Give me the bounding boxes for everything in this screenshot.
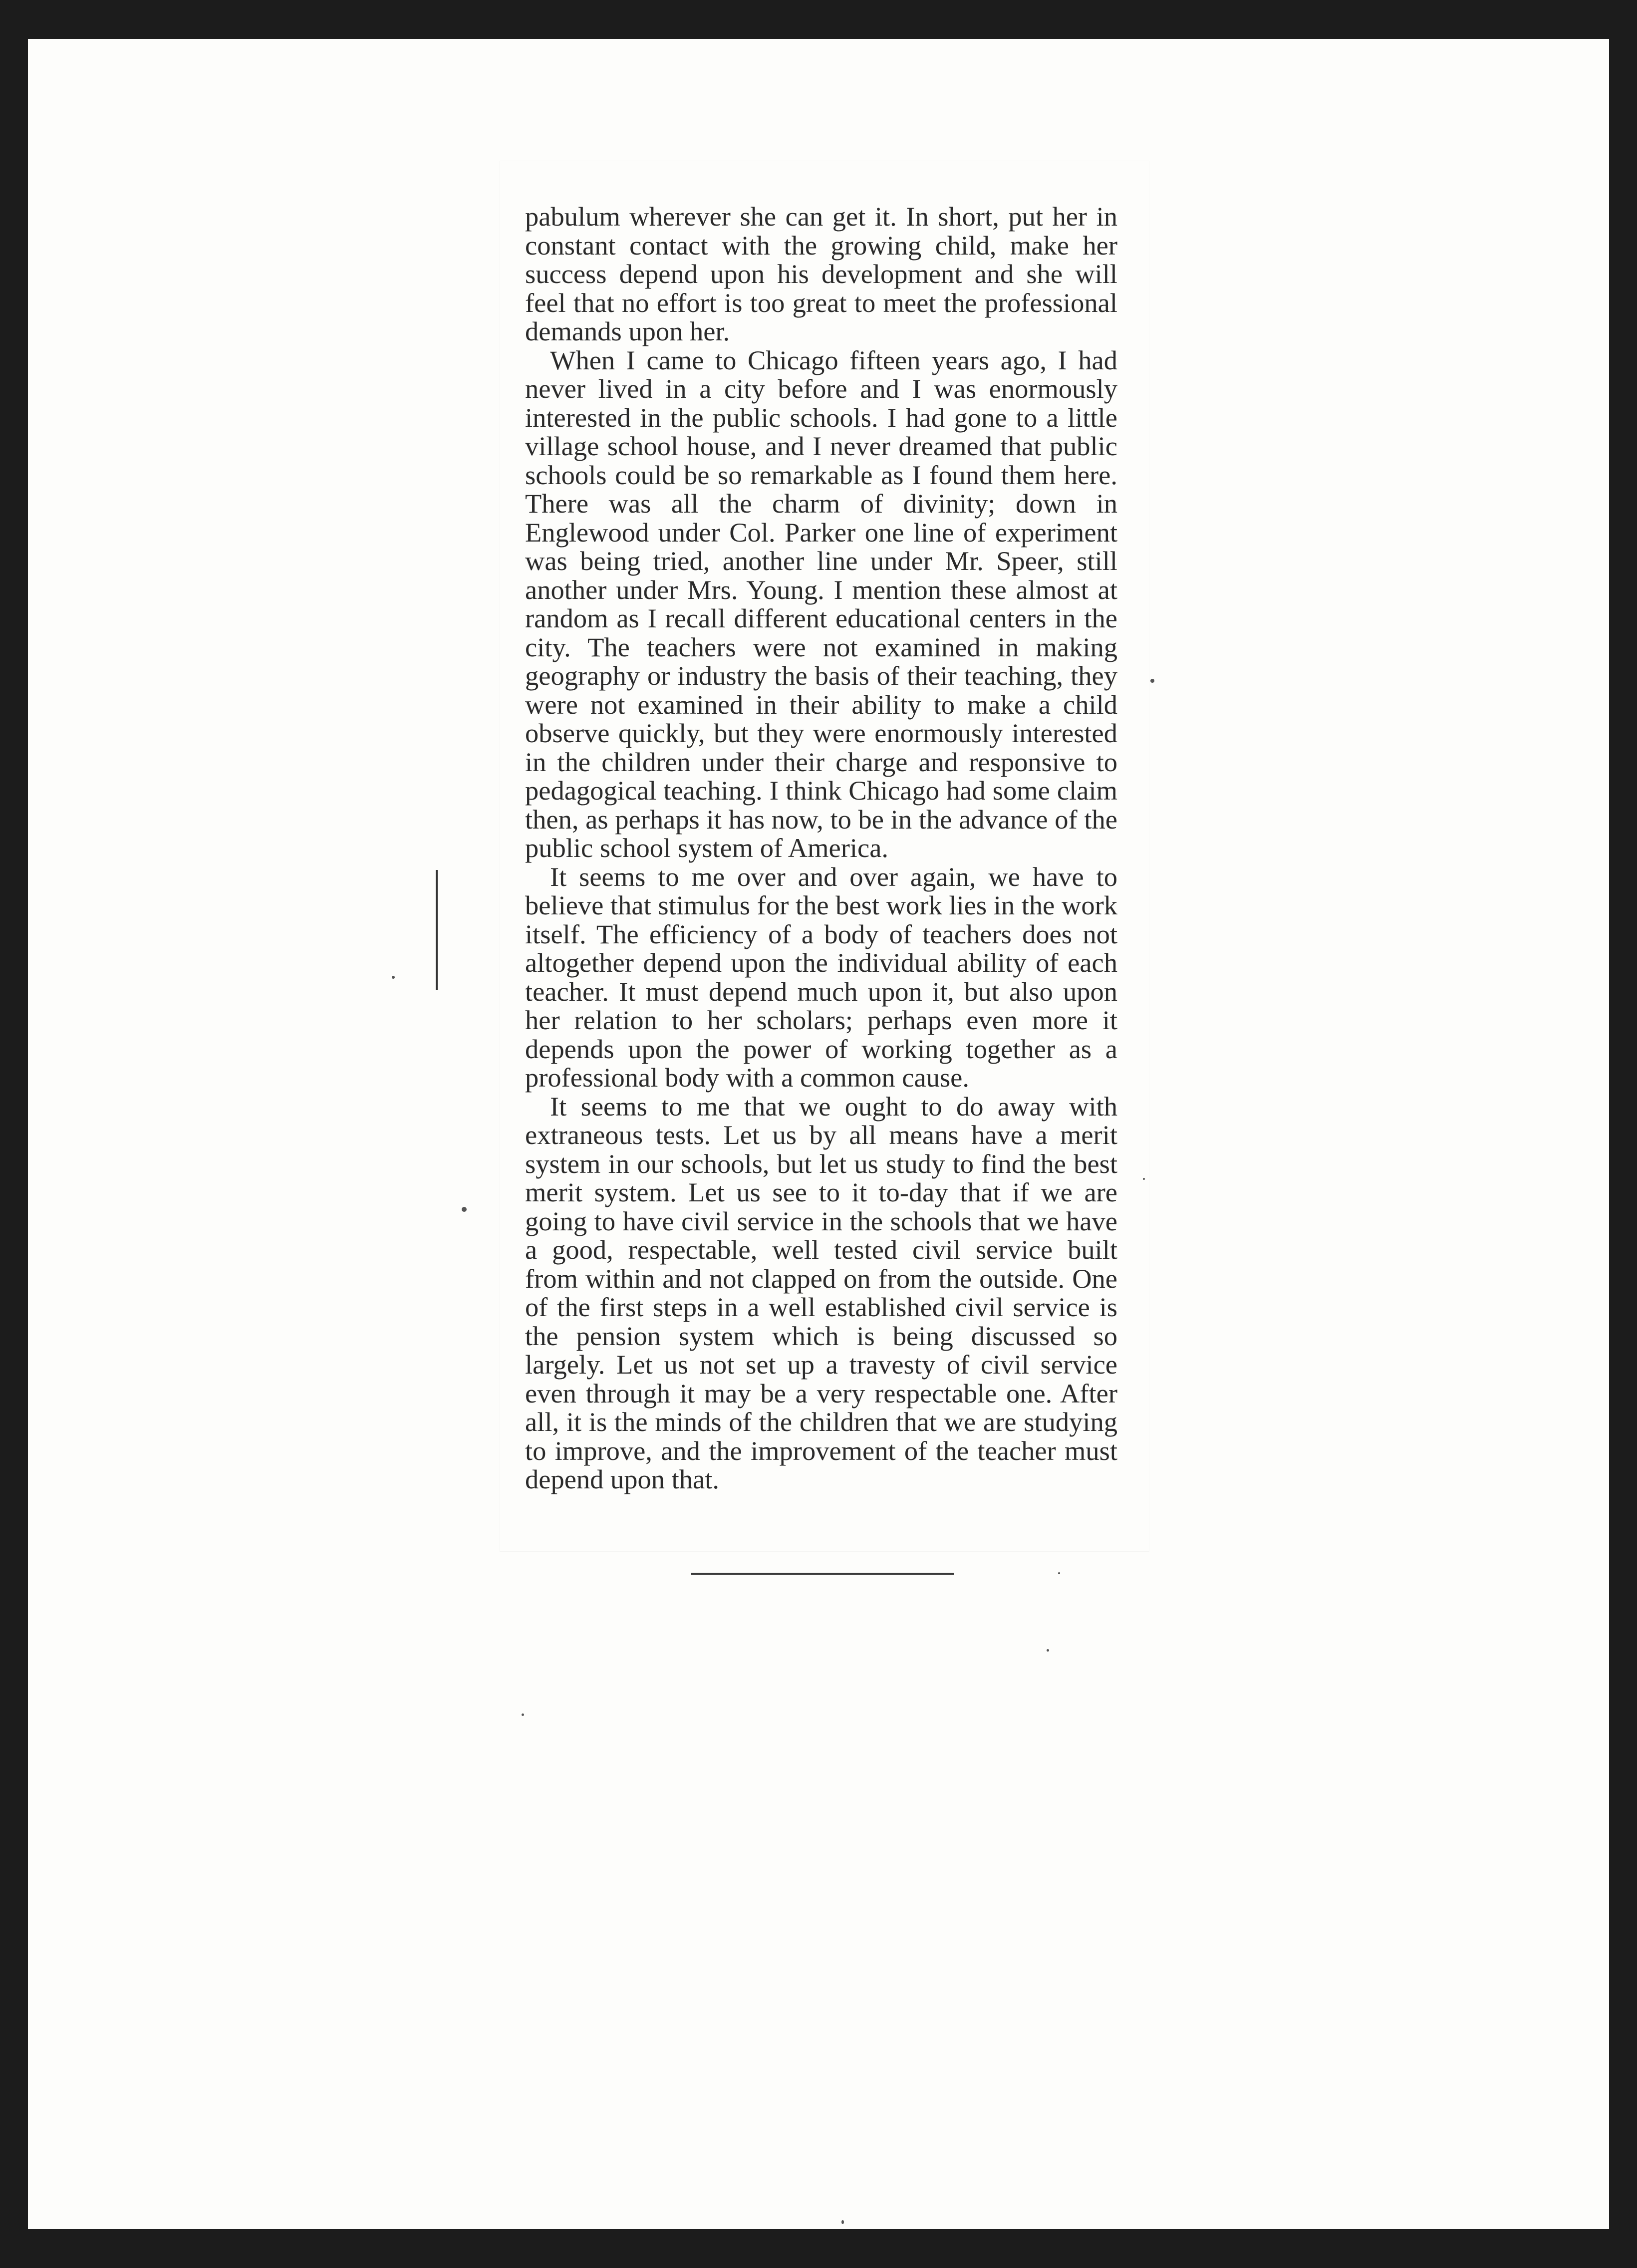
scan-speck xyxy=(841,2220,844,2224)
scan-speck xyxy=(1058,1572,1060,1574)
margin-mark xyxy=(436,870,438,990)
paragraph-1: pabulum wherever she can get it. In short, put her in constant contact with the growing child, make her success depend upon his development and she will feel that no effort is too great to meet the professional demands upon her. xyxy=(525,201,1117,346)
paragraph-2: When I came to Chicago fifteen years ago, I had never lived in a city before and I was enormously interested in the public schools. I had gone to a little village school house, and I never dreamed that public schools could be so remarkable as I found them here. There was all the charm of divinity; down in Englewood under Col. Parker one line of experiment was being tried, another line under Mr. Speer, still another under Mrs. Young. I mention these almost at random as I recall different educational centers in the city. The teachers were not examined in making geography or industry the basis of their teaching, they were not examined in their ability to make a child observe quickly, but they were enormously interested in the children under their charge and responsive to pedagogical teaching. I think Chicago had some claim then, as perhaps it has now, to be in the advance of the public school system of America. xyxy=(525,344,1117,863)
scan-speck xyxy=(1143,1178,1145,1180)
scan-speck xyxy=(1150,679,1154,683)
article-text-column xyxy=(525,202,1117,1494)
scan-speck xyxy=(1047,1649,1049,1652)
scan-speck xyxy=(462,1207,467,1212)
paragraph-4: It seems to me that we ought to do away with extraneous tests. Let us by all means have a merit system in our schools, but let us study to find the best merit system. Let us see to it to-day that if we are going to have civil service in the schools that we have a good, respectable, well tested civil service built from within and not clapped on from the outside. One of the first steps in a well established civil service is the pension system which is being discussed so largely. Let us not set up a travesty of civil service even through it may be a very respectable one. After all, it is the minds of the children that we are studying to improve, and the improvement of the teacher must depend upon that. xyxy=(525,1091,1117,1494)
end-rule xyxy=(691,1573,954,1575)
scan-speck xyxy=(392,976,395,979)
paragraph-3: It seems to me over and over again, we have to believe that stimulus for the best work lies in the work itself. The efficiency of a body of teachers does not altogether depend upon the individual ability of each teacher. It must depend much upon it, but also upon her relation to her scholars; perhaps even more it depends upon the power of working together as a professional body with a common cause. xyxy=(525,861,1117,1093)
scan-speck xyxy=(522,1713,524,1716)
